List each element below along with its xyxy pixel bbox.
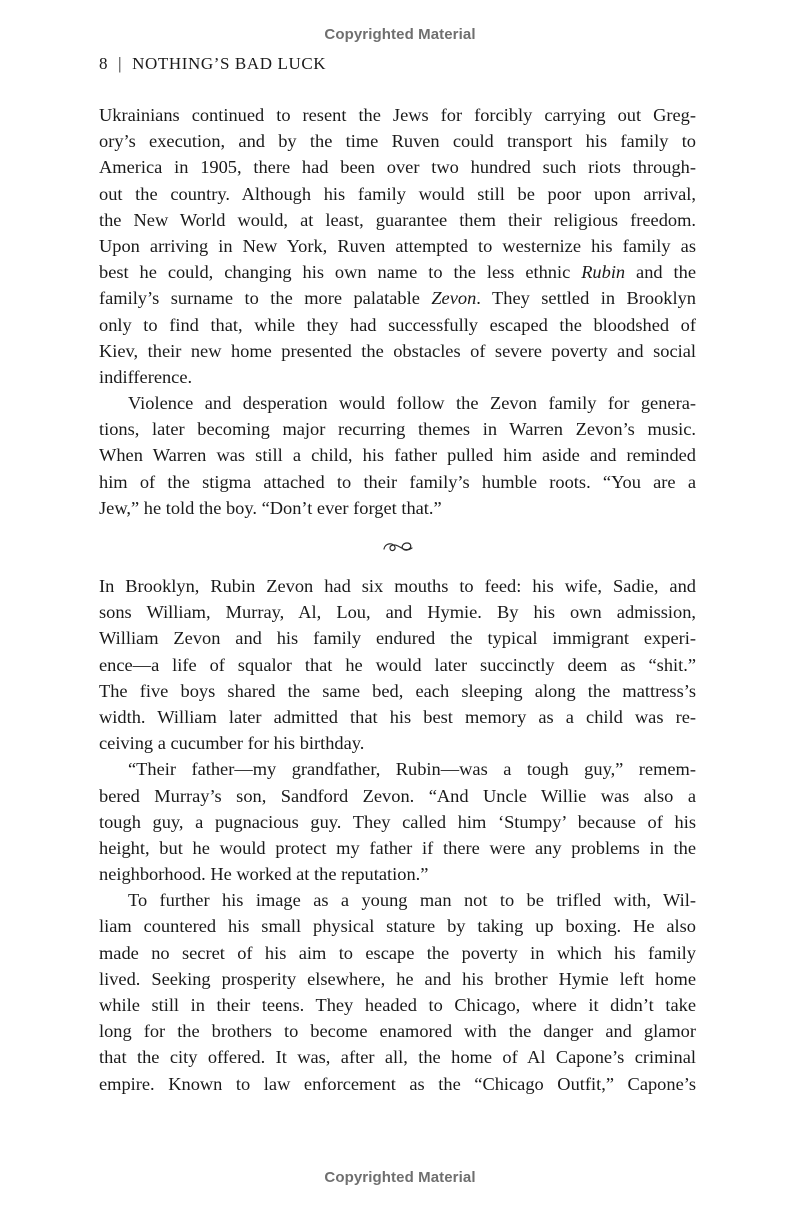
text-line: lived. Seeking prosperity elsewhere, he and his brother Hymie left home bbox=[99, 968, 696, 989]
text-line: tions, later becoming major recurring themes in Warren Zevon’s music. bbox=[99, 419, 696, 440]
text-line: Jew,” he told the boy. “Don’t ever forget that.” bbox=[99, 497, 442, 518]
text-line: bered Murray’s son, Sandford Zevon. “And Uncle Willie was also a bbox=[99, 785, 696, 806]
paragraph-4 bbox=[99, 756, 696, 887]
header-separator: | bbox=[118, 54, 123, 73]
text-line: width. William later admitted that his best memory as a child was re- bbox=[99, 706, 696, 727]
text-line: liam countered his small physical stature by taking up boxing. He also bbox=[99, 916, 696, 937]
text-line: height, but he would protect my father if there were any problems in the bbox=[99, 837, 696, 858]
text-line: out the country. Although his family would still be poor upon arrival, bbox=[99, 183, 696, 204]
text-line: ceiving a cucumber for his birthday. bbox=[99, 733, 365, 754]
running-head bbox=[99, 54, 326, 74]
text-line: ory’s execution, and by the time Ruven could transport his family to bbox=[99, 131, 696, 152]
watermark-top: Copyrighted Material bbox=[324, 26, 476, 43]
italic-name-rubin: Rubin bbox=[581, 262, 626, 283]
text-line: made no secret of his aim to escape the poverty in which his family bbox=[99, 942, 696, 963]
text-line: family’s surname to the more palatable Zevon. They settled in Brooklyn bbox=[99, 288, 696, 309]
text-line: empire. Known to law enforcement as the “Chicago Outfit,” Capone’s bbox=[99, 1073, 696, 1094]
text-line: The five boys shared the same bed, each sleeping along the mattress’s bbox=[99, 680, 696, 701]
swirl-ornament-icon bbox=[382, 540, 414, 554]
text-line: When Warren was still a child, his father pulled him aside and reminded bbox=[99, 445, 696, 466]
text-line: neighborhood. He worked at the reputation.” bbox=[99, 864, 429, 885]
paragraph-5 bbox=[99, 887, 696, 1097]
text-line: Kiev, their new home presented the obstacles of severe poverty and social bbox=[99, 340, 696, 361]
text-line: indifference. bbox=[99, 366, 193, 387]
text-line: “Their father—my grandfather, Rubin—was a tough guy,” remem- bbox=[128, 759, 696, 780]
text-line: while still in their teens. They headed to Chicago, where it didn’t take bbox=[99, 995, 696, 1015]
text-line: ence—a life of squalor that he would later succinctly deem as “shit.” bbox=[99, 654, 696, 675]
text-line: the New World would, at least, guarantee them their religious freedom. bbox=[99, 209, 696, 230]
paragraph-3 bbox=[99, 573, 696, 756]
text-line: America in 1905, there had been over two hundred such riots through- bbox=[99, 157, 696, 178]
text-line: only to find that, while they had successfully escaped the bloodshed of bbox=[99, 314, 696, 335]
text-line: him of the stigma attached to their family’s humble roots. “You are a bbox=[99, 471, 696, 492]
paragraph-2 bbox=[99, 390, 696, 521]
text-line: In Brooklyn, Rubin Zevon had six mouths to feed: his wife, Sadie, and bbox=[99, 576, 696, 596]
paragraph-1 bbox=[99, 102, 696, 390]
running-title: NOTHING’S BAD LUCK bbox=[132, 54, 327, 73]
text-line: that the city offered. It was, after all, the home of Al Capone’s criminal bbox=[99, 1047, 696, 1068]
page-body bbox=[99, 102, 696, 1097]
italic-name-zevon: Zevon bbox=[431, 288, 477, 309]
text-line: best he could, changing his own name to the less ethnic Rubin and the bbox=[99, 262, 696, 283]
text-line: Ukrainians continued to resent the Jews for forcibly carrying out Greg- bbox=[99, 105, 696, 125]
text-line: Violence and desperation would follow the Zevon family for genera- bbox=[128, 393, 696, 414]
text-line: tough guy, a pugnacious guy. They called him ‘Stumpy’ because of his bbox=[99, 811, 696, 832]
text-line: To further his image as a young man not to be trifled with, Wil- bbox=[128, 890, 696, 911]
watermark-bottom: Copyrighted Material bbox=[324, 1169, 476, 1186]
text-line: William Zevon and his family endured the typical immigrant experi- bbox=[99, 628, 696, 649]
text-line: sons William, Murray, Al, Lou, and Hymie. By his own admission, bbox=[99, 602, 696, 623]
text-line: long for the brothers to become enamored with the danger and glamor bbox=[99, 1021, 696, 1042]
text-line: Upon arriving in New York, Ruven attempted to westernize his family as bbox=[99, 235, 696, 256]
section-break bbox=[99, 521, 696, 573]
page-number: 8 bbox=[99, 54, 109, 73]
